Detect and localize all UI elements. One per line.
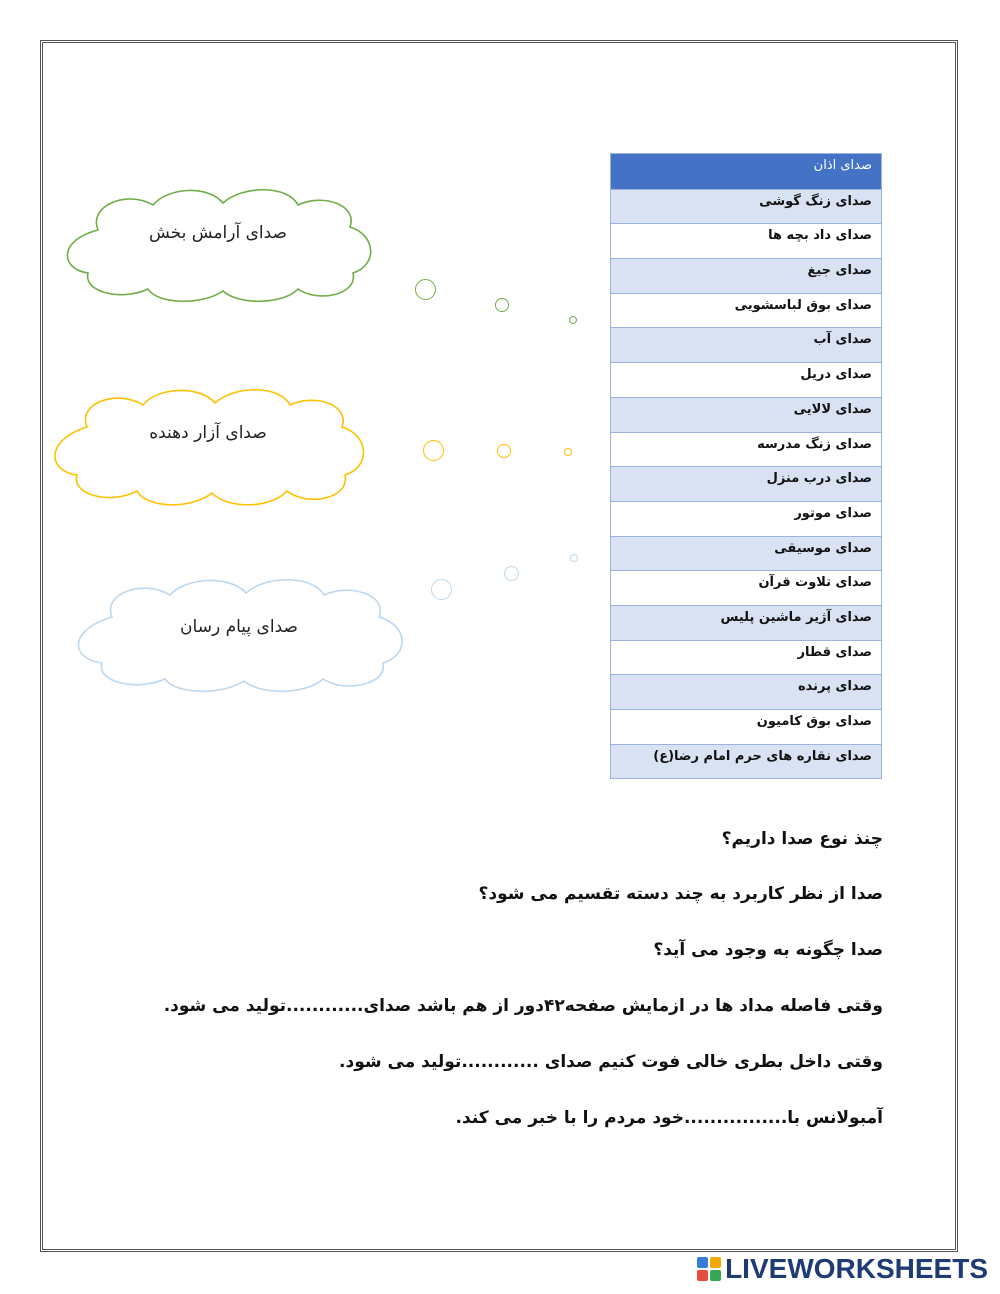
logo-mark-icon	[697, 1257, 721, 1281]
table-row[interactable]: صدای موسیقی	[611, 536, 881, 571]
question-1: چنذ نوع صدا داریم؟	[721, 829, 883, 849]
logo-text: LIVEWORKSHEETS	[725, 1253, 988, 1284]
table-row[interactable]: صدای آب	[611, 327, 881, 362]
table-row[interactable]: صدای لالایی	[611, 397, 881, 432]
thought-bubble	[495, 298, 509, 312]
table-row[interactable]: صدای جیغ	[611, 258, 881, 293]
table-row[interactable]: صدای موتور	[611, 501, 881, 536]
cloud-yellow-shape	[45, 385, 371, 510]
table-row[interactable]: صدای داد بچه ها	[611, 223, 881, 258]
table-row[interactable]: صدای تلاوت قرآن	[611, 570, 881, 605]
thought-bubble	[504, 566, 519, 581]
sounds-table	[610, 153, 882, 779]
cloud-messenger[interactable]	[68, 575, 410, 695]
cloud-green-shape	[58, 185, 378, 305]
cloud-annoying-label: صدای آزار دهنده	[149, 423, 267, 443]
cloud-calm[interactable]	[58, 185, 378, 305]
question-4[interactable]: وقتی فاصله مداد ها در ازمایش صفحه۴۲دور از هم باشد صدای............تولید می شود.	[163, 996, 883, 1016]
table-row[interactable]: صدای درب منزل	[611, 466, 881, 501]
thought-bubble	[569, 316, 577, 324]
cloud-annoying[interactable]	[45, 385, 371, 510]
table-row[interactable]: صدای زنگ مدرسه	[611, 432, 881, 467]
table-header: صدای اذان	[611, 154, 881, 189]
thought-bubble	[497, 444, 511, 458]
table-row[interactable]: صدای دریل	[611, 362, 881, 397]
thought-bubble	[564, 448, 572, 456]
table-row[interactable]: صدای نقاره های حرم امام رضا(ع)	[611, 744, 881, 779]
liveworksheets-logo	[697, 1254, 988, 1284]
thought-bubble	[431, 579, 452, 600]
question-2: صدا از نظر کاربرد به چند دسته تقسیم می شود؟	[478, 884, 883, 904]
table-row[interactable]: صدای زنگ گوشی	[611, 189, 881, 224]
table-row[interactable]: صدای آژیر ماشین پلیس	[611, 605, 881, 640]
thought-bubble	[570, 554, 578, 562]
table-row[interactable]: صدای قطار	[611, 640, 881, 675]
table-row[interactable]: صدای بوق کامیون	[611, 709, 881, 744]
thought-bubble	[415, 279, 436, 300]
table-row[interactable]: صدای بوق لباسشویی	[611, 293, 881, 328]
question-3: صدا چگونه به وجود می آید؟	[653, 940, 883, 960]
thought-bubble	[423, 440, 444, 461]
cloud-messenger-label: صدای پیام رسان	[180, 617, 298, 637]
cloud-calm-label: صدای آرامش بخش	[148, 223, 287, 243]
question-5[interactable]: وقتی داخل بطری خالی فوت کنیم صدای ............تولید می شود.	[339, 1052, 883, 1072]
question-6[interactable]: آمبولانس با................خود مردم را با خبر می کند.	[455, 1108, 883, 1128]
table-row[interactable]: صدای پرنده	[611, 674, 881, 709]
